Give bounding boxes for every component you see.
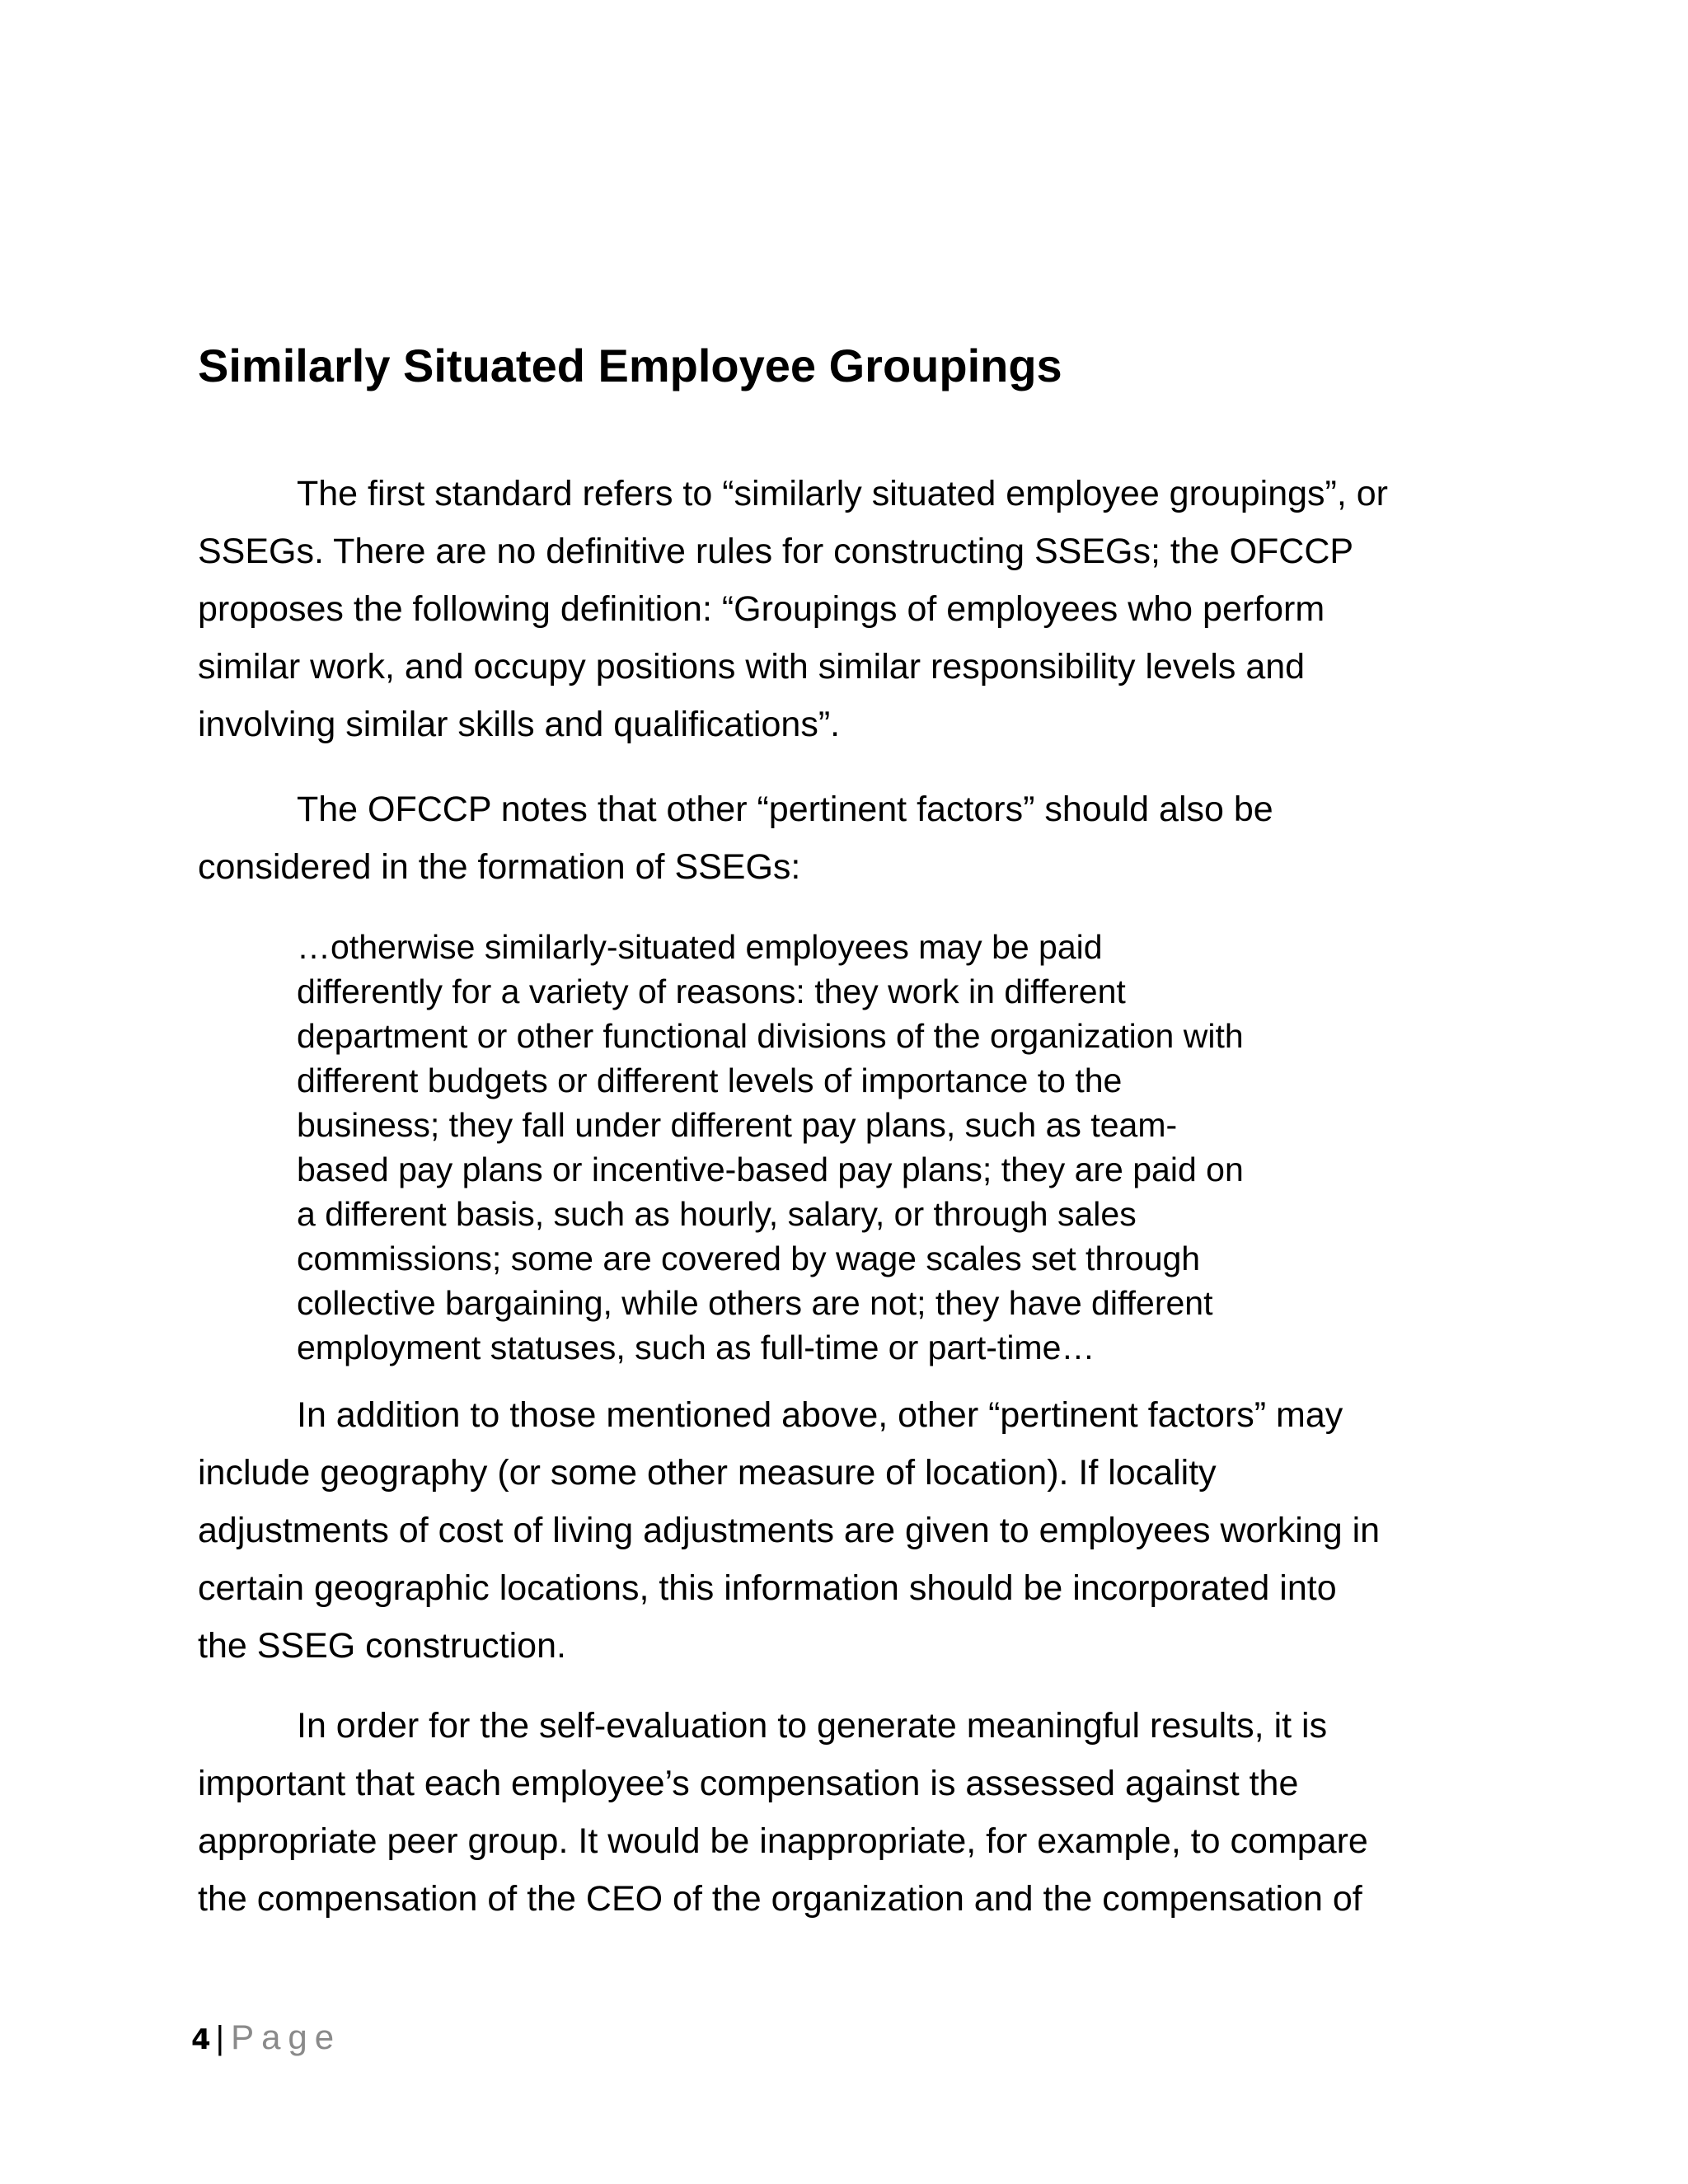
quote-line: different budgets or different levels of importance to the [297,1062,1123,1099]
paragraph-line: include geography (or some other measure of location). If locality [198,1453,1217,1493]
paragraph-line: considered in the formation of SSEGs: [198,847,801,887]
quote-line: employment statuses, such as full-time or part-time… [297,1329,1095,1366]
paragraph-line: proposes the following definition: “Groupings of employees who perform [198,589,1325,629]
quote-line: differently for a variety of reasons: they work in different [297,972,1126,1010]
quote-line: collective bargaining, while others are not; they have different [297,1284,1213,1322]
footer-separator: | [215,2020,225,2056]
paragraph-line: SSEGs. There are no definitive rules for constructing SSEGs; the OFCCP [198,532,1354,571]
paragraph-line: the SSEG construction. [198,1626,566,1666]
page-footer [191,2018,341,2062]
paragraph-line: The OFCCP notes that other “pertinent factors” should also be [297,790,1273,829]
block-quote [297,925,1451,1370]
quote-line: a different basis, such as hourly, salary, or through sales [297,1195,1137,1233]
paragraph-line: appropriate peer group. It would be inappropriate, for example, to compare [198,1821,1368,1861]
paragraph-line: In order for the self-evaluation to generate meaningful results, it is [297,1706,1328,1746]
quote-line: commissions; some are covered by wage scales set through [297,1240,1201,1277]
paragraph-pertinent-factors [198,780,1550,896]
page-title: Similarly Situated Employee Groupings [198,340,1062,391]
paragraph-line: certain geographic locations, this information should be incorporated into [198,1568,1337,1608]
quote-line: business; they fall under different pay plans, such as team- [297,1106,1178,1144]
paragraph-line: In addition to those mentioned above, other “pertinent factors” may [297,1395,1343,1435]
paragraph-line: The first standard refers to “similarly situated employee groupings”, or [297,474,1388,513]
quote-line: …otherwise similarly-situated employees may be paid [297,928,1103,966]
paragraph-line: similar work, and occupy positions with similar responsibility levels and [198,647,1306,687]
paragraph-sseg-definition [198,465,1550,753]
paragraph-line: adjustments of cost of living adjustments are given to employees working in [198,1511,1381,1550]
paragraph-peer-group [198,1697,1550,1928]
paragraph-line: involving similar skills and qualifications”. [198,705,841,744]
quote-line: based pay plans or incentive-based pay plans; they are paid on [297,1151,1244,1188]
quote-line: department or other functional divisions of the organization with [297,1017,1244,1055]
page-label: Page [231,2018,342,2056]
paragraph-geography [198,1386,1550,1675]
paragraph-line: important that each employee’s compensation is assessed against the [198,1764,1299,1803]
paragraph-line: the compensation of the CEO of the organization and the compensation of [198,1879,1362,1919]
page-number: 4 [191,2023,211,2056]
